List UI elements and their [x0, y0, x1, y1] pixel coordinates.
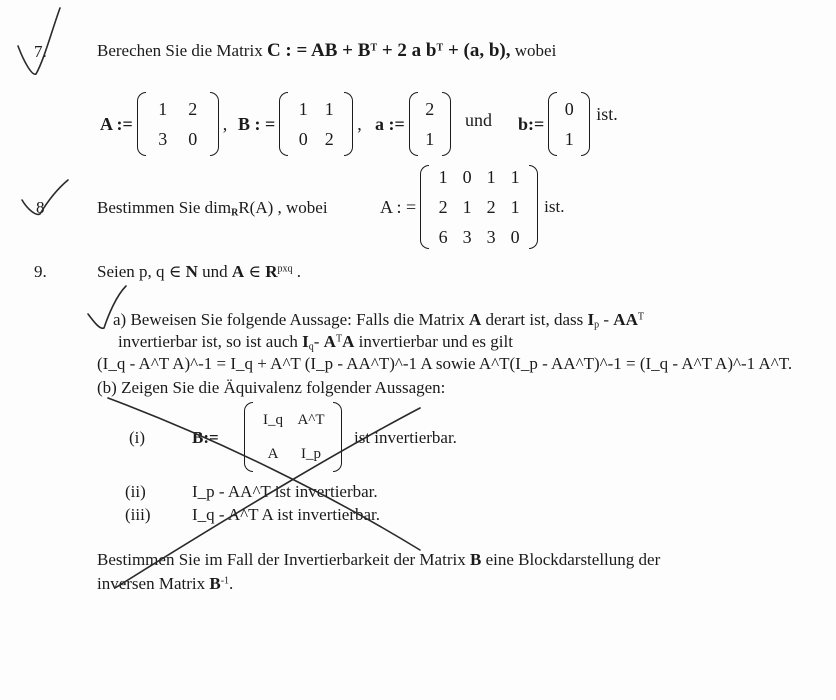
problem-7-statement: Berechen Sie die Matrix C : = AB + $B^T + 2$ a $b^T + (a$, b), wobei — [97, 40, 557, 61]
problem-9a-line-1: a) Beweisen Sie folgende Aussage: Falls die Matrix A derart ist, dass $I_p - AA^T$ — [113, 310, 644, 331]
problem-9b-line: (b) Zeigen Sie die Äquivalenz folgender Aussagen: — [97, 378, 446, 397]
statement-ii-text: I_p - AA^T ist invertierbar. — [192, 482, 378, 501]
matrix-A-8: A : = 1 0 1 1 2 1 2 1 6 3 3 0 ist. — [380, 167, 565, 247]
vector-a-7: a := 2 1 — [375, 92, 451, 156]
checkmark-8-icon — [22, 180, 68, 214]
problem-9a-line-2: invertierbar ist, so ist auch $I_q-$ $A^TA$ invertierbar und es gilt — [118, 332, 513, 353]
statement-iii-label: (iii) — [125, 505, 151, 524]
statement-ii-label: (ii) — [125, 482, 146, 501]
statement-i-B: B:= — [192, 428, 219, 447]
problem-9a-line-3: (I_q - A^T A)^-1 = I_q + A^T (I_p - AA^T)^-1 A sowie A^T(I_p - AA^T)^-1 = (I_q - A^T A)^-1 A^T. — [97, 354, 793, 373]
problem-9-intro: Seien p, q ∈ N und A ∈ $R^{pxq}$ . — [97, 262, 302, 281]
und-text: und — [465, 110, 492, 130]
problem-7-number: 7. — [34, 42, 47, 61]
matrix-A-7: A := 1 2 3 0 , — [100, 92, 227, 156]
matrix-B-7: B : = 1 1 0 2 , — [238, 92, 362, 156]
problem-9-final-line-1: Bestimmen Sie im Fall der Invertierbarkeit der Matrix B eine Blockdarstellung der — [97, 550, 661, 569]
statement-i-label: (i) — [129, 428, 146, 447]
problem-8-statement: Bestimmen Sie dim$_R$R(A) , wobei — [97, 198, 328, 219]
problem-9-final-line-2: inversen Matrix $B^{-1}$. — [97, 574, 234, 593]
statement-i-text: ist invertierbar. — [354, 428, 457, 447]
statement-iii-text: I_q - A^T A ist invertierbar. — [192, 505, 381, 524]
problem-9-number: 9. — [34, 262, 47, 281]
block-matrix-B: I_q A^T A I_p — [244, 402, 342, 472]
problem-8-number: 8 — [36, 198, 45, 217]
vector-b-7: b:= 0 1 ist. — [518, 92, 618, 156]
